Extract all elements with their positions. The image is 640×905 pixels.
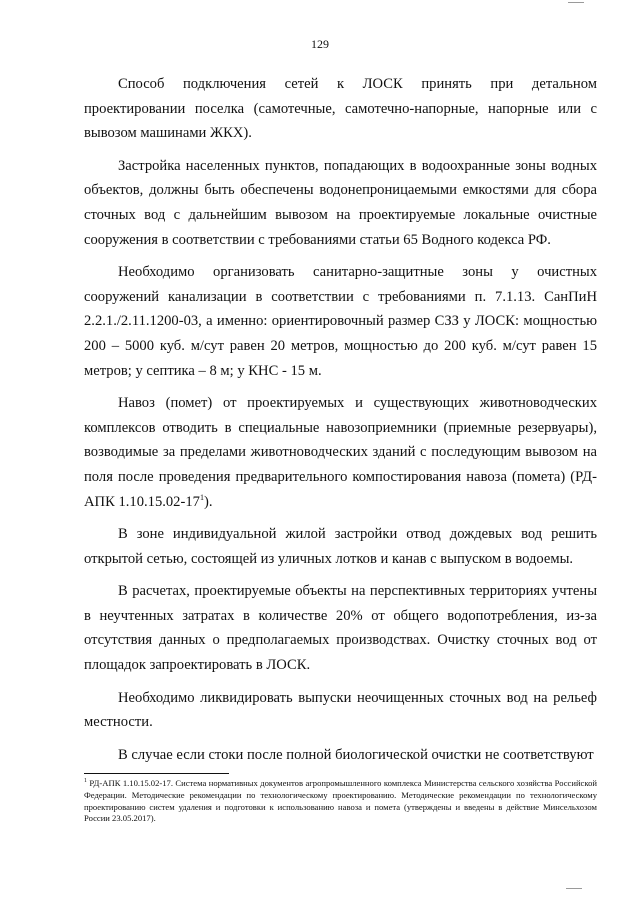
paragraph-5: В зоне индивидуальной жилой застройки отвод дождевых вод решить открытой сетью, состоящей из уличных лотков и канав с выпуском в водоемы. — [84, 526, 597, 567]
paragraph-4-closing: ). — [203, 493, 213, 510]
footnote-separator — [84, 773, 229, 774]
paragraph-6: В расчетах, проектируемые объекты на перспективных территориях учтены в неучтенных затратах в количестве 20% от общего водопотребления, из-за отсутствия данных о предполагаемых производствах. Очистку сточных вод от площадок запроектировать в ЛОСК. — [84, 583, 597, 674]
paragraph-3: Необходимо организовать санитарно-защитные зоны у очистных сооружений канализации в соответствии с требованиями п. 7.1.13. СанПиН 2.2.1./2.11.1200-03, а именно: ориентировочный размер СЗЗ у ЛОСК: мощностью 200 – 5000 куб. м/сут равен 20 метров, мощностью до 200 куб. м/сут равен 15 метров; у септика – 8 м; у КНС - 15 м. — [84, 264, 597, 379]
scan-corner-mark-top — [568, 2, 584, 3]
footnote-text: РД-АПК 1.10.15.02-17. Система нормативных документов агропромышленного комплекса Министерства сельского хозяйства Российской Федерации. Методические рекомендации по технологическому проектированию. Методические рекомендации по технологическому проектированию систем удаления и подготовки к использованию навоза и помета (утверждены и введены в действие Минсельхозом России 23.05.2017). — [84, 778, 597, 824]
paragraph-8: В случае если стоки после полной биологической очистки не соответствуют — [118, 746, 594, 763]
footnote-reference[interactable]: 1 — [199, 492, 204, 502]
footnote — [84, 778, 597, 825]
paragraph-1: Способ подключения сетей к ЛОСК принять при детальном проектировании поселка (самотечные, самотечно-напорные, напорные или с вывозом машинами ЖКХ). — [84, 76, 597, 142]
scan-corner-mark-bottom — [566, 888, 582, 889]
footnote-marker: 1 — [84, 778, 87, 785]
paragraph-2: Застройка населенных пунктов, попадающих в водоохранные зоны водных объектов, должны быть обеспечены водонепроницаемыми емкостями для сбора сточных вод с дальнейшим вывозом на проектируемые локальные очистные сооружения в соответствии с требованиями статьи 65 Водного кодекса РФ. — [84, 157, 597, 248]
body-text — [84, 72, 597, 775]
paragraph-7: Необходимо ликвидировать выпуски неочищенных сточных вод на рельеф местности. — [84, 689, 597, 731]
paragraph-4-text: Навоз (помет) от проектируемых и существующих животноводческих комплексов отводить в специальные навозоприемники (приемные резервуары), возводимые за пределами животноводческих зданий с последующим вывозом на поля после проведения предварительного компостирования навоза (помета) (РД-АПК 1.10.15.02-17 — [84, 395, 597, 510]
page-number: 129 — [311, 37, 329, 51]
paragraph-4 — [84, 391, 597, 514]
